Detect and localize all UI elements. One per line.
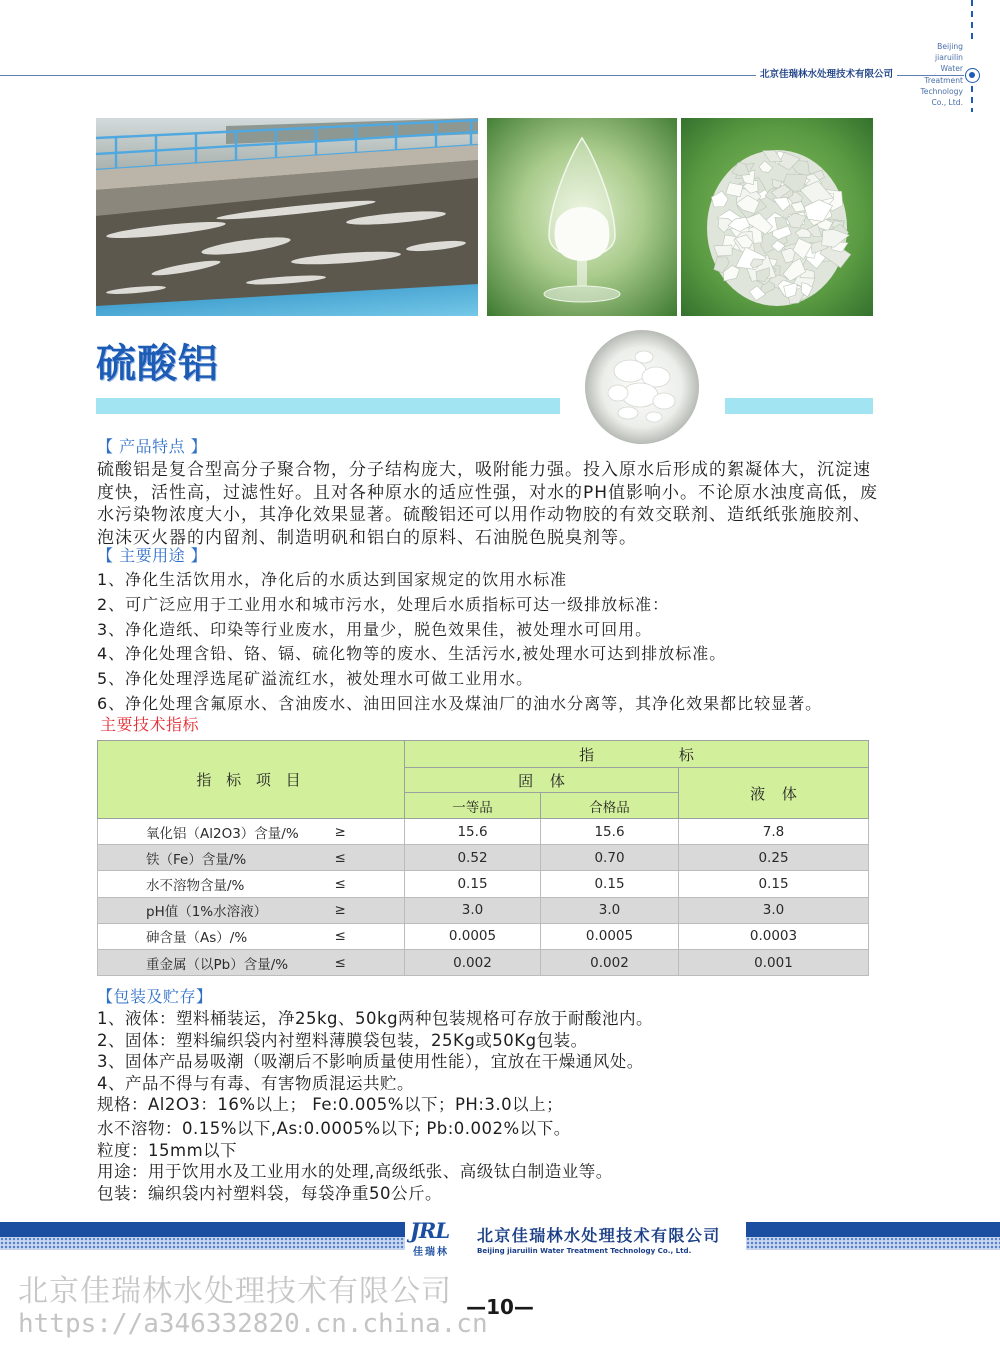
features-heading: 【 产品特点 】 (97, 437, 208, 456)
header-company-name: 北京佳瑞林水处理技术有限公司 (756, 69, 897, 81)
packaging-line: 4、产品不得与有毒、有害物质混运共贮。 (97, 1073, 414, 1093)
row-grade-qualified: 15.6 (541, 819, 679, 845)
row-liquid: 0.25 (679, 845, 869, 871)
uses-item: 5、净化处理浮选尾矿溢流红水，被处理水可做工业用水。 (97, 669, 534, 689)
packaging-list (97, 1008, 887, 1204)
packaging-line: 1、液体：塑料桶装运，净25kg、50kg两种包装规格可存放于耐酸池内。 (97, 1009, 654, 1028)
row-liquid: 3.0 (679, 897, 869, 923)
row-label: 重金属（以Pb）含量/% (98, 949, 321, 975)
header-en-line: Beijing (937, 42, 963, 51)
row-liquid: 0.15 (679, 871, 869, 897)
header-en-line: Treatment (924, 75, 963, 85)
footer-band-left (0, 1222, 405, 1250)
flask-stem (577, 260, 587, 286)
uses-item: 2、可广泛应用于工业用水和城市污水，处理后水质指标可达一级排放标准： (97, 594, 670, 614)
header-en-line: Co., Ltd. (931, 98, 963, 108)
company-logo-cn: 佳瑞林 (413, 1247, 449, 1258)
header-item: 指 标 项 目 (98, 741, 405, 819)
watermark-url: https://a346332820.cn.china.cn (18, 1309, 488, 1339)
features-line: 水污染物浓度大小，其净化效果显著。硫酸铝还可以用作动物胶的有效交联剂、造纸纸张施胶剂、 (97, 505, 871, 526)
features-line: 泡沫灭火器的内留剂、制造明矾和铝白的原料、石油脱色脱臭剂等。 (97, 528, 637, 549)
row-label: 水不溶物含量/% (98, 871, 321, 897)
table-row (98, 819, 869, 845)
table-row (98, 871, 869, 897)
header-dashed-line-bottom (971, 86, 973, 112)
packaging-line: 用途：用于饮用水及工业用水的处理,高级纸张、高级钛白制造业等。 (97, 1162, 613, 1182)
header-solid: 固 体 (405, 768, 679, 793)
water-tank-photo (96, 118, 478, 316)
flask-base (544, 286, 620, 302)
powder-flask-photo (487, 118, 677, 316)
table-row (98, 845, 869, 871)
row-operator: ≤ (321, 923, 405, 949)
row-grade-first: 3.0 (405, 897, 541, 923)
row-liquid: 0.0003 (679, 923, 869, 949)
uses-item: 1、净化生活饮用水，净化后的水质达到国家规定的饮用水标准 (97, 570, 568, 589)
row-grade-qualified: 3.0 (541, 897, 679, 923)
specs-heading: 主要技术指标 (100, 715, 200, 734)
product-title: 硫酸铝 (96, 341, 219, 387)
row-grade-first: 0.52 (405, 845, 541, 871)
uses-item: 4、净化处理含铅、铬、镉、硫化物等的废水、生活污水,被处理水可达到排放标准。 (97, 644, 727, 664)
features-line: 硫酸铝是复合型高分子聚合物，分子结构庞大，吸附能力强。投入原水后形成的絮凝体大，沉淀速 (97, 460, 871, 480)
row-operator: ≤ (321, 949, 405, 975)
packaging-line: 水不溶物：0.15%以下,As:0.0005%以下; Pb:0.002%以下。 (97, 1118, 571, 1138)
row-label: 铁（Fe）含量/% (98, 845, 321, 871)
white-powder (555, 207, 610, 261)
header-index: 指 标 (405, 741, 869, 768)
row-label: 砷含量（As）/% (98, 923, 321, 949)
row-grade-qualified: 0.0005 (541, 923, 679, 949)
flakes-photo (681, 118, 873, 316)
table-header-row (98, 741, 869, 768)
header-company-english (920, 41, 963, 108)
header-en-line: Technology (920, 86, 963, 96)
page-number: —10— (466, 1295, 534, 1319)
powder-dish-image (582, 327, 702, 447)
uses-heading: 【 主要用途 】 (97, 546, 208, 565)
footer-band-right (746, 1222, 1000, 1250)
row-grade-qualified: 0.15 (541, 871, 679, 897)
footer-company-name: 北京佳瑞林水处理技术有限公司 (477, 1226, 721, 1245)
uses-item: 6、净化处理含氟原水、含油废水、油田回注水及煤油厂的油水分离等，其净化效果都比较显著。 (97, 693, 823, 713)
row-label: 氧化铝（Al2O3）含量/% (98, 819, 321, 845)
header-liquid: 液 体 (679, 768, 869, 819)
footer-band-navy (0, 1222, 405, 1237)
row-operator: ≥ (321, 897, 405, 923)
features-line: 度快，活性高，过滤性好。且对各种原水的适应性强，对水的PH值影响小。不论原水浊度高低，废 (97, 482, 879, 503)
table-row (98, 897, 869, 923)
company-logo: JRL (410, 1218, 450, 1243)
row-liquid: 7.8 (679, 819, 869, 845)
footer-company-english: Beijing jiaruilin Water Treatment Technology Co., Ltd. (477, 1246, 692, 1255)
row-operator: ≤ (321, 845, 405, 871)
header-grade-first: 一等品 (405, 793, 541, 819)
row-liquid: 0.001 (679, 949, 869, 975)
footer-band-dots (746, 1237, 1000, 1250)
powder-dish-photo (582, 327, 702, 447)
title-accent-bar-left (96, 398, 560, 414)
header-en-line: Water (940, 64, 963, 74)
packaging-line: 2、固体：塑料编织袋内衬塑料薄膜袋包装，25Kg或50Kg包装。 (97, 1030, 588, 1050)
table-row (98, 923, 869, 949)
packaging-line: 粒度：15mm以下 (97, 1140, 238, 1160)
features-paragraph (97, 459, 887, 550)
packaging-heading: 【包装及贮存】 (97, 987, 213, 1006)
row-label: pH值（1%水溶液） (98, 897, 321, 923)
flakes-image (681, 118, 873, 316)
title-accent-bar-right (725, 398, 873, 414)
row-grade-qualified: 0.70 (541, 845, 679, 871)
spec-table (97, 740, 869, 976)
packaging-line: 规格：Al2O3：16%以上； Fe:0.005%以下；PH:3.0以上； (97, 1095, 564, 1115)
row-operator: ≥ (321, 819, 405, 845)
table-row (98, 949, 869, 975)
row-operator: ≤ (321, 871, 405, 897)
watermark-company: 北京佳瑞林水处理技术有限公司 (18, 1274, 452, 1309)
row-grade-first: 0.002 (405, 949, 541, 975)
row-grade-first: 0.15 (405, 871, 541, 897)
packaging-line: 3、固体产品易吸潮（吸潮后不影响质量使用性能），宜放在干燥通风处。 (97, 1052, 644, 1072)
footer-band-dots (0, 1237, 405, 1250)
packaging-line: 包装：编织袋内衬塑料袋，每袋净重50公斤。 (97, 1183, 442, 1203)
uses-list (97, 568, 887, 717)
footer-band-navy (746, 1222, 1000, 1237)
circle-target-icon (965, 68, 980, 83)
header-en-line: jiaruilin (935, 53, 963, 63)
header-grade-qualified: 合格品 (541, 793, 679, 819)
header-dashed-line-top (971, 0, 973, 44)
row-grade-first: 15.6 (405, 819, 541, 845)
uses-item: 3、净化造纸、印染等行业废水，用量少，脱色效果佳，被处理水可回用。 (97, 619, 653, 639)
water-tank-image (96, 118, 478, 316)
row-grade-first: 0.0005 (405, 923, 541, 949)
powder-flask-image (487, 118, 677, 316)
row-grade-qualified: 0.002 (541, 949, 679, 975)
